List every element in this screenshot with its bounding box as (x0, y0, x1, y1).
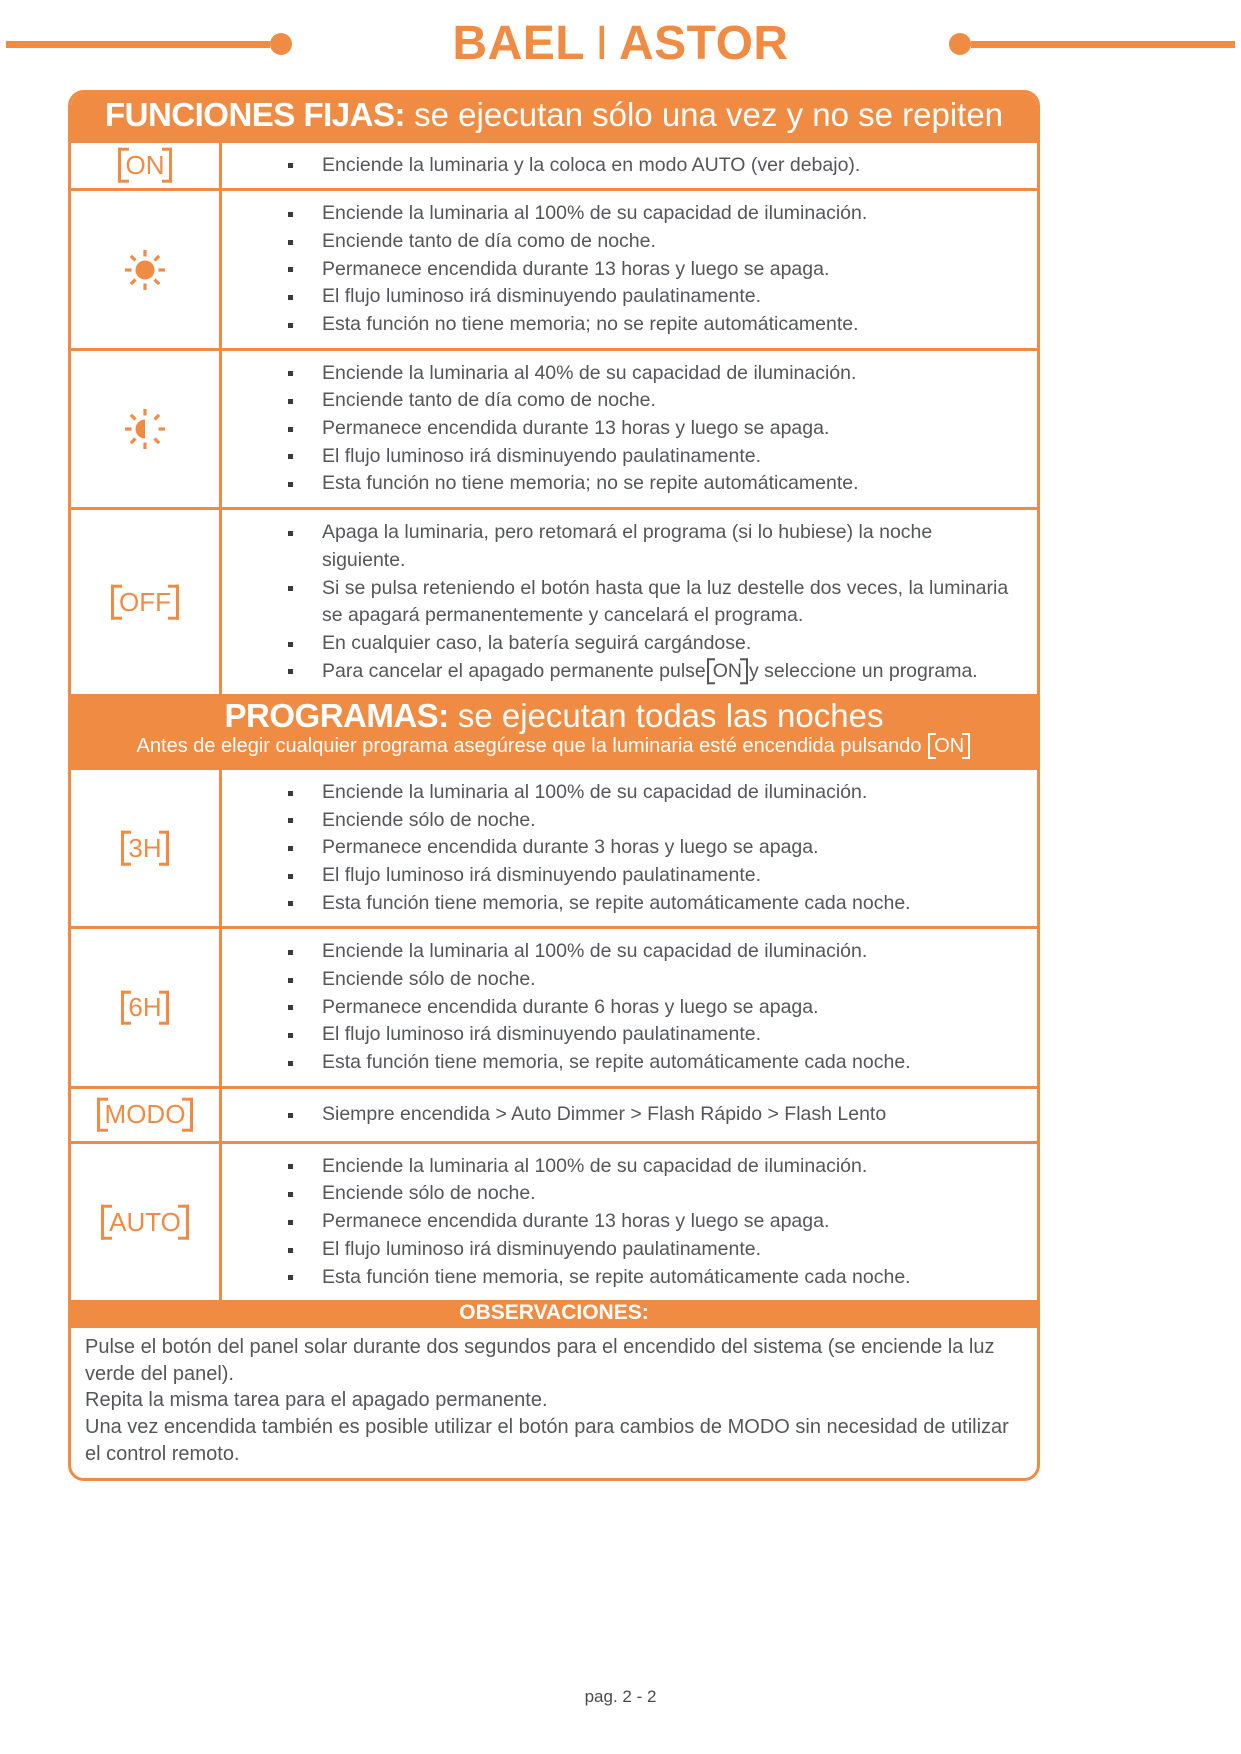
bullet-item: Esta función tiene memoria, se repite automáticamente cada noche. (222, 1049, 1019, 1077)
bullet-item: El flujo luminoso irá disminuyendo paulatinamente. (222, 443, 1019, 471)
function-label-on: ON (71, 143, 222, 189)
bullet-item: Enciende sólo de noche. (222, 966, 1019, 994)
brand-divider: I (595, 17, 609, 70)
sun-40-icon (121, 405, 169, 453)
bullet-item: Enciende la luminaria al 100% de su capacidad de iluminación. (222, 1153, 1019, 1181)
function-label-3h: 3H (71, 770, 222, 926)
page-number: pag. 2 - 2 (584, 1687, 657, 1706)
table-row-on (71, 140, 1037, 189)
functions-table (68, 90, 1040, 1481)
bullet-item: Enciende tanto de día como de noche. (222, 387, 1019, 415)
bullet-item: Apaga la luminaria, pero retomará el programa (si lo hubiese) la noche siguiente. (222, 519, 1019, 574)
bullet-item: Permanece encendida durante 13 horas y luego se apaga. (222, 415, 1019, 443)
bullet-item: Siempre encendida > Auto Dimmer > Flash Rápido > Flash Lento (222, 1101, 1019, 1129)
sun-40-icon (71, 351, 222, 507)
bullet-item: El flujo luminoso irá disminuyendo paulatinamente. (222, 1021, 1019, 1049)
observation-line: Repita la misma tarea para el apagado permanente. (85, 1389, 548, 1412)
observations-header: OBSERVACIONES: (71, 1300, 1037, 1328)
bullet-item: Permanece encendida durante 3 horas y luego se apaga. (222, 834, 1019, 862)
section-title-rest: se ejecutan todas las noches (448, 697, 884, 735)
header-rule-right (971, 41, 1235, 48)
bullet-item: Esta función tiene memoria, se repite automáticamente cada noche. (222, 1264, 1019, 1292)
bullet-item: Permanece encendida durante 13 horas y luego se apaga. (222, 1208, 1019, 1236)
table-row-6h (71, 926, 1037, 1085)
section-title-rest: se ejecutan sólo una vez y no se repiten (404, 96, 1004, 133)
section-title (79, 697, 1029, 735)
table-row-sun-40 (71, 348, 1037, 507)
function-label-modo: MODO (71, 1089, 222, 1141)
function-label-off: OFF (71, 510, 222, 694)
brand-name-left: BAEL (452, 17, 586, 70)
bullet-item: Permanece encendida durante 6 horas y luego se apaga. (222, 994, 1019, 1022)
bullet-item: Para cancelar el apagado permanente pulse ON y seleccione un programa. (222, 658, 1019, 686)
bullet-item: El flujo luminoso irá disminuyendo paulatinamente. (222, 1236, 1019, 1264)
section-header-funciones-fijas (71, 93, 1037, 140)
bullet-item: Enciende sólo de noche. (222, 807, 1019, 835)
bullet-item: El flujo luminoso irá disminuyendo paulatinamente. (222, 862, 1019, 890)
header-dot-right (949, 33, 971, 55)
bullet-item: Enciende sólo de noche. (222, 1180, 1019, 1208)
bullet-item: Esta función no tiene memoria; no se repite automáticamente. (222, 470, 1019, 498)
table-row-modo (71, 1086, 1037, 1141)
bullet-item: Enciende la luminaria y la coloca en modo AUTO (ver debajo). (222, 152, 1019, 180)
bullet-item: Esta función tiene memoria, se repite automáticamente cada noche. (222, 890, 1019, 918)
section-header-programas (71, 694, 1037, 767)
section-subtitle: Antes de elegir cualquier programa asegúrese que la luminaria esté encendida pulsando ON (79, 735, 1029, 761)
table-row-auto (71, 1141, 1037, 1300)
bullet-item: Enciende la luminaria al 100% de su capacidad de iluminación. (222, 200, 1019, 228)
table-row-off (71, 507, 1037, 694)
bullet-item: En cualquier caso, la batería seguirá cargándose. (222, 630, 1019, 658)
table-row-sun-100 (71, 188, 1037, 347)
section-title (79, 96, 1029, 134)
section-title-bold: FUNCIONES FIJAS: (104, 96, 405, 133)
observation-line: Una vez encendida también es posible utilizar el botón para cambios de MODO sin necesidad de utilizar el control remoto. (85, 1416, 1009, 1465)
sun-100-icon (121, 246, 169, 294)
table-row-3h (71, 767, 1037, 926)
bullet-item: Enciende la luminaria al 100% de su capacidad de iluminación. (222, 938, 1019, 966)
sun-100-icon (71, 191, 222, 347)
observation-line: Pulse el botón del panel solar durante dos segundos para el encendido del sistema (se enciende la luz verde del panel). (85, 1336, 995, 1385)
brand-name-right: ASTOR (618, 17, 789, 70)
bullet-item: Enciende la luminaria al 40% de su capacidad de iluminación. (222, 360, 1019, 388)
bullet-item: Enciende la luminaria al 100% de su capacidad de iluminación. (222, 779, 1019, 807)
function-label-auto: AUTO (71, 1144, 222, 1300)
bullet-item: Si se pulsa reteniendo el botón hasta que la luz destelle dos veces, la luminaria se apagará permanentemente y cancelará el programa. (222, 575, 1019, 630)
bullet-item: Permanece encendida durante 13 horas y luego se apaga. (222, 256, 1019, 284)
function-label-6h: 6H (71, 929, 222, 1085)
observations-body (71, 1328, 1037, 1478)
section-title-bold: PROGRAMAS: (224, 697, 449, 735)
bullet-item: El flujo luminoso irá disminuyendo paulatinamente. (222, 283, 1019, 311)
bullet-item: Enciende tanto de día como de noche. (222, 228, 1019, 256)
bullet-item: Esta función no tiene memoria; no se repite automáticamente. (222, 311, 1019, 339)
